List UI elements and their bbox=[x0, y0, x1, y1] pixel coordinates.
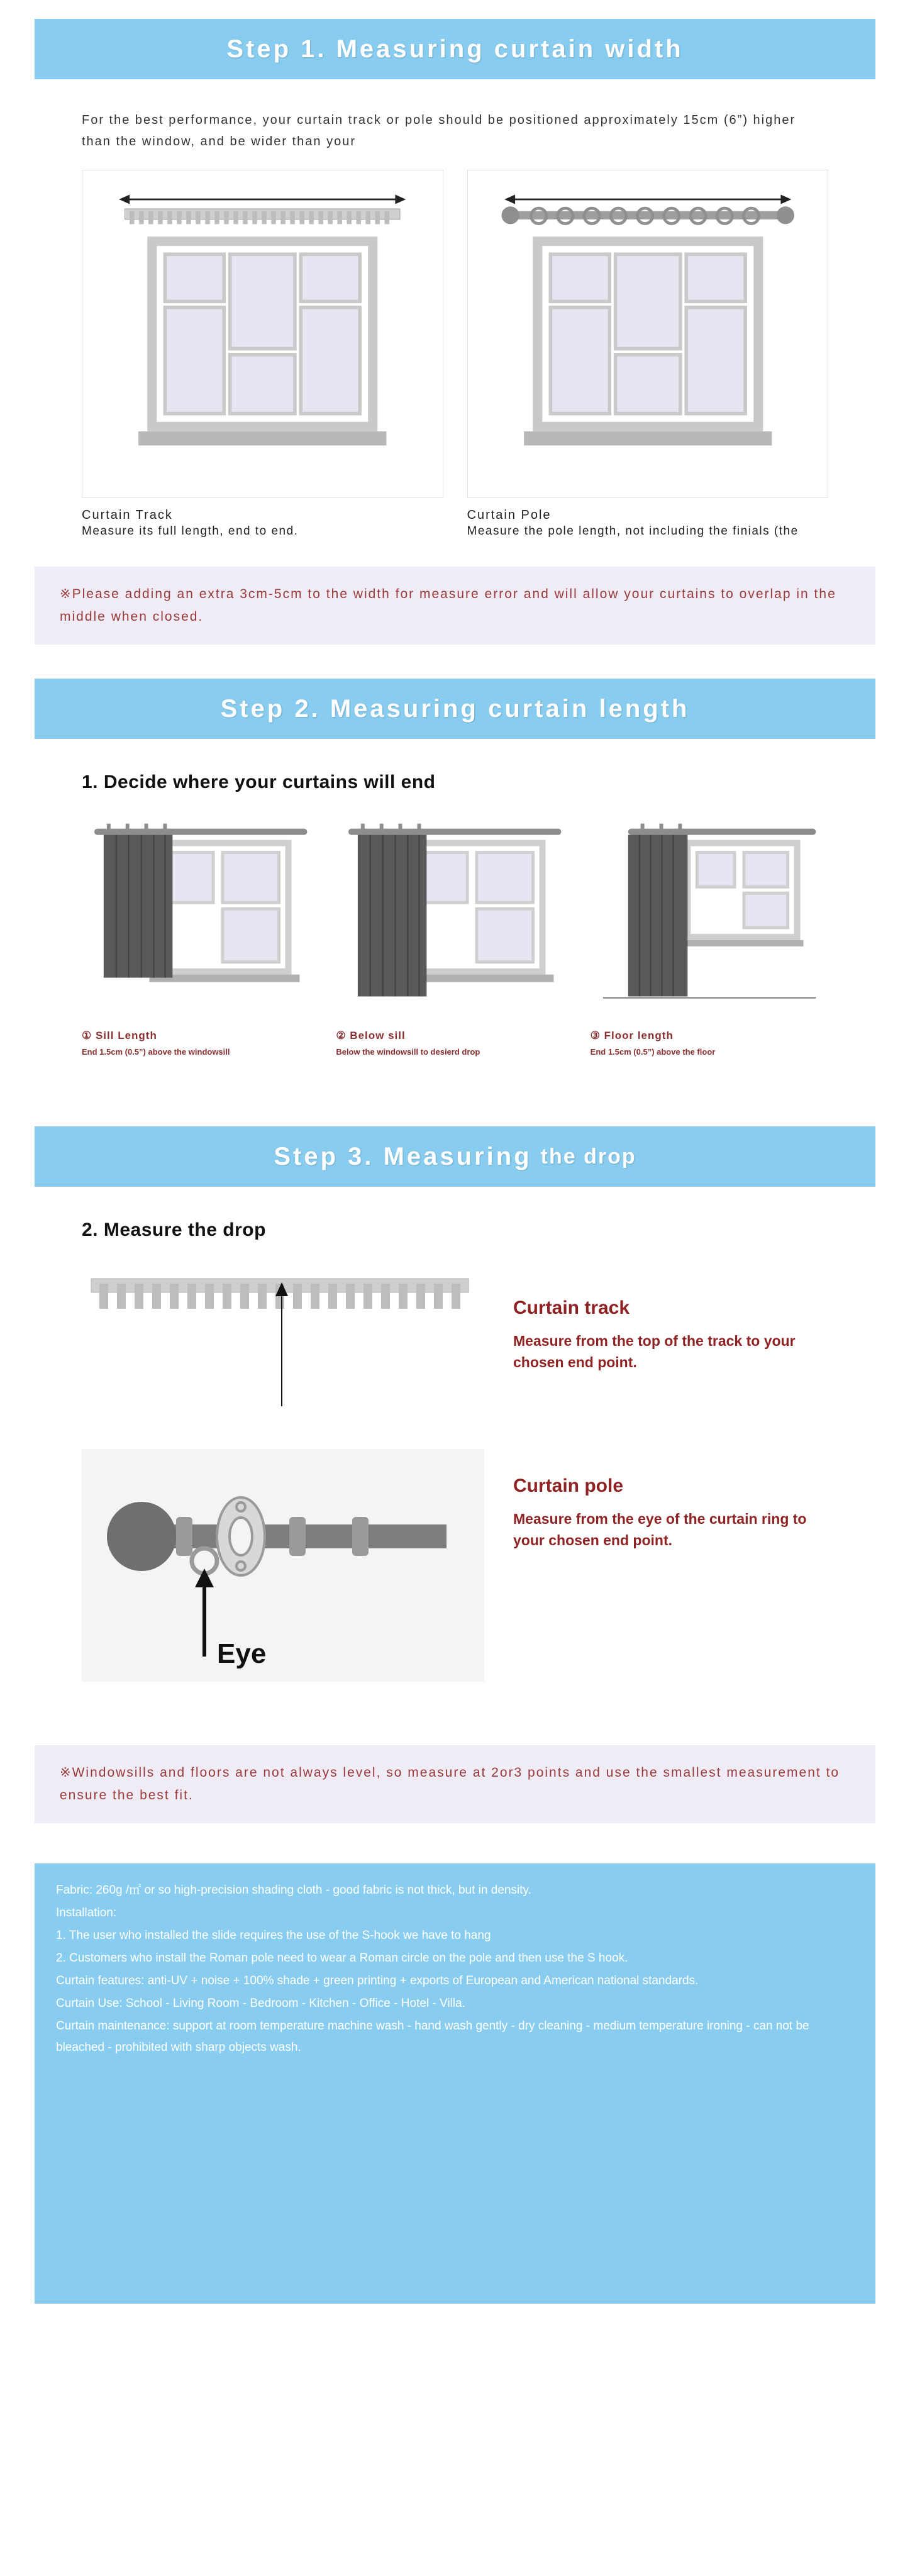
footer-line-install-2: 2. Customers who install the Roman pole need to wear a Roman circle on the pole and then use the S hook. bbox=[56, 1951, 628, 1965]
track-drop-desc: Measure from the top of the track to your chosen end point. bbox=[513, 1333, 796, 1370]
footer-line-maintenance: Curtain maintenance: support at room temperature machine wash - hand wash gently - dry cleaning - medium temperature ironing - can not be bleached - prohibited with sharp objects wash. bbox=[56, 2019, 809, 2054]
step3-title: Step 3. Measuring bbox=[274, 1142, 532, 1170]
footer-line-install-1: 1. The user who installed the slide requires the use of the S-hook we have to hang bbox=[56, 1929, 491, 1942]
drop-heading: 2. Measure the drop bbox=[82, 1219, 266, 1240]
track-drop-title: Curtain track bbox=[513, 1297, 630, 1318]
step2-title: Step 2. Measuring curtain length bbox=[220, 694, 690, 723]
drop-item-track bbox=[82, 1271, 828, 1419]
track-window-svg bbox=[82, 170, 443, 497]
footer-line-installation: Installation: bbox=[56, 1906, 117, 1919]
length-option-sill bbox=[82, 814, 319, 1058]
step3-subtitle: the drop bbox=[540, 1144, 636, 1169]
sill-length-illustration bbox=[82, 814, 319, 1022]
floor-length-title: ③ Floor length bbox=[590, 1030, 674, 1041]
pole-drop-svg bbox=[82, 1449, 484, 1682]
level-note: ※Windowsills and floors are not always level, so measure at 2or3 points and use the smallest measurement to ensure the best fit. bbox=[35, 1745, 875, 1823]
step3-banner bbox=[35, 1126, 875, 1187]
length-options bbox=[82, 814, 828, 1058]
length-option-below-sill bbox=[336, 814, 574, 1058]
drop-item-pole bbox=[82, 1449, 828, 1685]
step1-title: Step 1. Measuring curtain width bbox=[226, 35, 684, 63]
pole-drop-text bbox=[513, 1449, 828, 1551]
sill-length-svg bbox=[82, 814, 319, 1022]
track-drop-text bbox=[513, 1271, 828, 1373]
pole-drop-illustration bbox=[82, 1449, 484, 1685]
sill-length-title: ① Sill Length bbox=[82, 1030, 157, 1041]
track-caption-title: Curtain Track bbox=[82, 508, 173, 522]
pole-drop-desc: Measure from the eye of the curtain ring to your chosen end point. bbox=[513, 1511, 807, 1548]
length-heading: 1. Decide where your curtains will end bbox=[82, 772, 436, 792]
floor-length-sub: End 1.5cm (0.5”) above the floor bbox=[590, 1047, 716, 1057]
track-drop-illustration bbox=[82, 1271, 484, 1419]
curtain-pole-illustration bbox=[467, 170, 829, 498]
pole-drop-title: Curtain pole bbox=[513, 1475, 624, 1496]
intro-text: For the best performance, your curtain track or pole should be positioned approximately 15cm (6”) higher than the window, and be wider than your bbox=[82, 113, 796, 148]
floor-length-svg bbox=[591, 814, 828, 1022]
below-sill-illustration bbox=[336, 814, 574, 1022]
pole-window-svg bbox=[468, 170, 828, 497]
product-info-footer bbox=[35, 1863, 875, 2304]
footer-line-use: Curtain Use: School - Living Room - Bedroom - Kitchen - Office - Hotel - Villa. bbox=[56, 1997, 465, 2010]
pole-caption-title: Curtain Pole bbox=[467, 508, 552, 522]
below-sill-sub: Below the windowsill to desierd drop bbox=[336, 1047, 480, 1057]
step1-banner bbox=[35, 19, 875, 79]
sill-length-sub: End 1.5cm (0.5”) above the windowsill bbox=[82, 1047, 230, 1057]
pole-caption-text: Measure the pole length, not including the finials (the bbox=[467, 525, 799, 538]
width-note: ※Please adding an extra 3cm-5cm to the width for measure error and will allow your curtains to overlap in the middle when closed. bbox=[35, 567, 875, 645]
width-option-track bbox=[82, 170, 443, 540]
footer-line-fabric: Fabric: 260g /㎡ or so high-precision shading cloth - good fabric is not thick, but in density. bbox=[56, 1884, 531, 1897]
floor-length-illustration bbox=[591, 814, 828, 1022]
width-options bbox=[82, 170, 828, 540]
track-drop-svg bbox=[82, 1271, 484, 1416]
below-sill-svg bbox=[336, 814, 574, 1022]
curtain-track-illustration bbox=[82, 170, 443, 498]
eye-label: Eye bbox=[217, 1638, 267, 1669]
below-sill-title: ② Below sill bbox=[336, 1030, 406, 1041]
footer-line-features: Curtain features: anti-UV + noise + 100% shade + green printing + exports of European and American national standards. bbox=[56, 1974, 699, 1987]
step2-banner bbox=[35, 679, 875, 739]
track-caption-text: Measure its full length, end to end. bbox=[82, 525, 299, 538]
width-option-pole bbox=[467, 170, 829, 540]
length-option-floor bbox=[591, 814, 828, 1058]
